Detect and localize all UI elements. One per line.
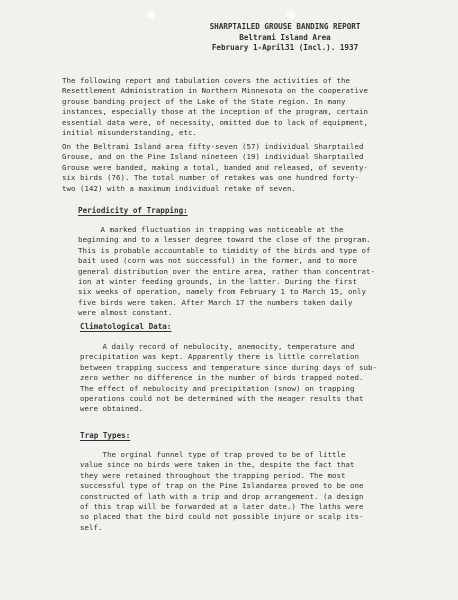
- text-line: six weeks of operation, namely from February 1 to March 15, only: [78, 287, 366, 297]
- text-line: between trapping success and temperature since during days of sub-: [80, 362, 377, 372]
- text-line: were obtained.: [80, 404, 143, 414]
- text-line: Grouse were banded, making a total, banded and released, of seventy-: [62, 162, 368, 172]
- text-line: zero wether no difference in the number of birds trapped noted.: [80, 373, 364, 383]
- text-line: bait used (corn was not successful) in the former, and to more: [78, 256, 357, 266]
- text-line: value since no birds were taken in the, despite the fact that: [80, 460, 355, 470]
- text-line: On the Beltrami Island area fifty-seven (57) individual Sharptailed: [62, 142, 364, 151]
- text-line: The effect of nebulocity and precipitation (snow) on trapping: [80, 383, 355, 393]
- text-line: general distribution over the entire area, rather than concentrat-: [78, 266, 375, 276]
- text-line: two (142) with a maximum individual retake of seven.: [62, 183, 296, 193]
- periodicity-heading: Periodicity of Trapping:: [78, 206, 188, 215]
- intro-paragraph: [62, 76, 368, 138]
- punch-hole-left: [146, 10, 156, 20]
- text-line: A marked fluctuation in trapping was noticeable at the: [78, 225, 344, 234]
- periodicity-paragraph: [78, 225, 375, 319]
- punch-hole-right: [286, 10, 296, 20]
- text-line: they were retained throughout the trapping period. The most: [80, 470, 346, 480]
- text-line: This is probable accountable to timidity of the birds and type of: [78, 245, 371, 255]
- text-line: beginning and to a lesser degree toward the close of the program.: [78, 235, 371, 245]
- text-line: successful type of trap on the Pine Islandarea proved to be one: [80, 481, 364, 491]
- text-line: Grouse, and on the Pine Island nineteen (19) individual Sharptailed: [62, 152, 364, 162]
- climatological-heading: Climatological Data:: [80, 322, 172, 331]
- text-line: self.: [80, 522, 103, 532]
- text-line: initial misunderstanding, etc.: [62, 128, 197, 138]
- text-line: precipitation was kept. Apparently there is little correlation: [80, 352, 359, 362]
- climatological-paragraph: [80, 342, 377, 415]
- text-line: six birds (76). The total number of retakes was one hundred forty-: [62, 173, 359, 183]
- text-line: The following report and tabulation covers the activities of the: [62, 76, 350, 85]
- report-area: Beltrami Island Area: [239, 32, 331, 42]
- text-line: of this trap will be forwarded at a later date.) The laths were: [80, 502, 364, 512]
- report-title: SHARPTAILED GROUSE BANDING REPORT: [209, 22, 361, 31]
- text-line: were almost constant.: [78, 308, 173, 318]
- trap-types-paragraph: [80, 450, 363, 533]
- text-line: instances, especially those at the inception of the program, certain: [62, 107, 368, 117]
- report-header: [150, 22, 420, 54]
- text-line: essential data were, of necessity, omitted due to lack of equipment,: [62, 117, 368, 127]
- text-line: Resettlement Administration in Northern Minnesota on the cooperative: [62, 86, 368, 96]
- text-line: grouse banding project of the Lake of the State region. In many: [62, 96, 346, 106]
- text-line: constructed of lath with a trip and drop arrangement. (a design: [80, 491, 364, 501]
- banding-counts-paragraph: [62, 142, 368, 194]
- text-line: The orginal funnel type of trap proved to be of little: [80, 450, 346, 459]
- text-line: so placed that the bird could not possible injure or scalp its-: [80, 512, 364, 522]
- text-line: five birds were taken. After March 17 the numbers taken daily: [78, 297, 353, 307]
- text-line: ion at winter feeding grounds, in the latter. During the first: [78, 277, 357, 287]
- text-line: operations could not be determined with the meager results that: [80, 394, 364, 404]
- report-date-range: February 1-April31 (Incl.). 1937: [211, 43, 359, 53]
- text-line: A daily record of nebulocity, anemocity, temperature and: [80, 342, 355, 351]
- trap-types-heading: Trap Types:: [80, 431, 131, 440]
